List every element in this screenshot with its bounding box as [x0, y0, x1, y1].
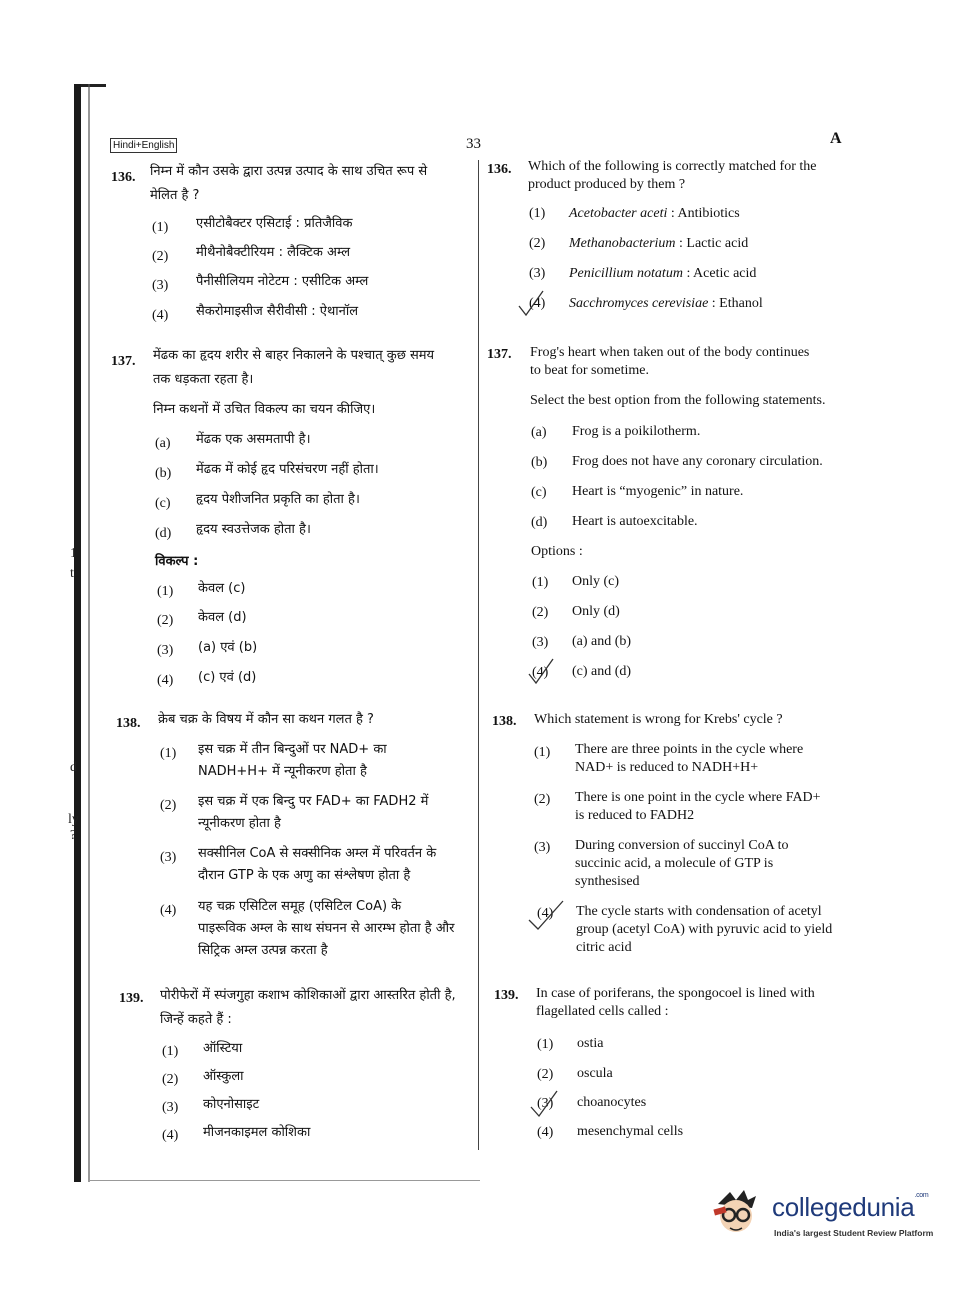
- option-text-hi: मीथैनोबैक्टीरियम : लैक्टिक अम्ल: [196, 245, 351, 260]
- margin-mark: ?: [70, 828, 77, 843]
- set-letter: A: [830, 130, 842, 147]
- margin-mark: d: [70, 760, 77, 775]
- option-text-hi: केवल (c): [198, 581, 246, 596]
- option-text-hi: ऑस्टिया: [203, 1041, 243, 1056]
- statement-label: (a): [531, 425, 547, 440]
- handwritten-tick-icon: [526, 656, 556, 686]
- option-text-en: synthesised: [575, 874, 640, 889]
- question-stem-hi: मेंढक का हृदय शरीर से बाहर निकालने के पश्चात् कुछ समय: [153, 348, 435, 363]
- option-text-hi: यह चक्र एसिटिल समूह (एसिटिल CoA) के: [198, 899, 402, 914]
- option-number: (1): [529, 206, 546, 221]
- option-number: (4): [532, 665, 549, 680]
- option-number: (4): [537, 1125, 554, 1140]
- question-stem-en: Which statement is wrong for Krebs' cycle ?: [534, 712, 783, 727]
- option-number: (3): [537, 1096, 554, 1111]
- option-number: (4): [160, 903, 177, 918]
- option-text-hi: केवल (d): [198, 610, 247, 625]
- option-number: (1): [162, 1044, 179, 1059]
- question-number: 139.: [494, 988, 519, 1003]
- question-stem-hi: निम्न में कौन उसके द्वारा उत्पन्न उत्पाद के साथ उचित रूप से: [150, 164, 428, 179]
- option-text-hi: इस चक्र में एक बिन्दु पर FAD+ का FADH2 में: [198, 794, 429, 809]
- option-number: (1): [537, 1037, 554, 1052]
- question-stem-en: Which of the following is correctly matched for the: [528, 159, 817, 174]
- option-text-hi: पैनीसीलियम नोटेटम : एसीटिक अम्ल: [196, 274, 369, 289]
- statement-label: (a): [155, 436, 171, 451]
- question-stem-hi: तक धड़कता रहता है।: [153, 372, 254, 387]
- statement-text-hi: मेंढक में कोई हृद परिसंचरण नहीं होता।: [196, 462, 379, 477]
- option-number: (1): [157, 584, 174, 599]
- option-text-en: succinic acid, a molecule of GTP is: [575, 856, 774, 871]
- option-number: (3): [529, 266, 546, 281]
- option-number: (3): [152, 278, 169, 293]
- option-text-hi: इस चक्र में तीन बिन्दुओं पर NAD+ का: [198, 742, 387, 757]
- option-text-hi: पाइरूविक अम्ल के साथ संघनन से आरम्भ होता है और: [198, 921, 455, 936]
- option-text-en: oscula: [577, 1066, 613, 1081]
- option-number: (2): [152, 249, 169, 264]
- option-text-en: Only (c): [572, 574, 620, 589]
- option-text-en: mesenchymal cells: [577, 1124, 684, 1139]
- option-number: (4): [529, 296, 546, 311]
- select-instruction-en: Select the best option from the following statements.: [530, 393, 826, 408]
- option-number: (3): [532, 635, 549, 650]
- handwritten-tick-icon: [516, 288, 546, 318]
- option-text-en: Penicillium notatum : Acetic acid: [569, 266, 757, 281]
- margin-mark: t: [70, 566, 74, 581]
- question-number: 138.: [492, 714, 517, 729]
- option-number: (4): [537, 906, 554, 921]
- statement-label: (d): [531, 515, 548, 530]
- margin-mark: ly: [68, 812, 79, 827]
- option-number: (3): [157, 643, 174, 658]
- option-number: (2): [157, 613, 174, 628]
- option-number: (1): [160, 746, 177, 761]
- option-number: (4): [157, 673, 174, 688]
- column-divider: [478, 160, 479, 1150]
- option-text-en: is reduced to FADH2: [575, 808, 695, 823]
- statement-label: (b): [155, 466, 172, 481]
- option-number: (2): [532, 605, 549, 620]
- option-number: (2): [534, 792, 551, 807]
- question-number: 136.: [487, 162, 512, 177]
- option-number: (2): [162, 1072, 179, 1087]
- question-number: 137.: [111, 354, 136, 369]
- option-text-en: (a) and (b): [572, 634, 632, 649]
- option-text-hi: सिट्रिक अम्ल उत्पन्न करता है: [198, 943, 328, 958]
- question-stem-en: Frog's heart when taken out of the body continues: [530, 345, 810, 360]
- question-stem-hi: जिन्हें कहते हैं :: [160, 1012, 232, 1027]
- option-text-hi: न्यूनीकरण होता है: [198, 816, 281, 831]
- option-text-en: Methanobacterium : Lactic acid: [569, 236, 749, 251]
- language-box: Hindi+English: [110, 138, 177, 153]
- option-number: (3): [160, 850, 177, 865]
- statement-text-en: Heart is “myogenic” in nature.: [572, 484, 744, 499]
- option-text-hi: सक्सीनिल CoA से सक्सीनिक अम्ल में परिवर्तन के: [198, 846, 437, 861]
- statement-text-en: Frog is a poikilotherm.: [572, 424, 701, 439]
- statement-label: (d): [155, 526, 172, 541]
- page-number: 33: [466, 136, 481, 152]
- option-text-en: During conversion of succinyl CoA to: [575, 838, 789, 853]
- question-number: 139.: [119, 991, 144, 1006]
- question-number: 137.: [487, 347, 512, 362]
- option-text-en: citric acid: [576, 940, 632, 955]
- option-text-en: ostia: [577, 1036, 604, 1051]
- option-text-en: Acetobacter aceti : Antibiotics: [569, 206, 740, 221]
- scan-edge-left-shadow: [88, 84, 90, 1182]
- handwritten-tick-icon: [528, 1088, 560, 1120]
- option-text-hi: मीजनकाइमल कोशिका: [203, 1125, 311, 1140]
- option-number: (4): [152, 308, 169, 323]
- option-number: (4): [162, 1128, 179, 1143]
- select-instruction-hi: निम्न कथनों में उचित विकल्प का चयन कीजिए।: [153, 402, 376, 417]
- option-text-en: The cycle starts with condensation of acetyl: [576, 904, 822, 919]
- option-text-en: Only (d): [572, 604, 620, 619]
- options-label-hi: विकल्प :: [155, 554, 199, 569]
- question-stem-en: In case of poriferans, the spongocoel is lined with: [536, 986, 815, 1001]
- question-stem-hi: पोरीफेरों में स्पंजगुहा कशाभ कोशिकाओं द्वारा आस्तरित होती है,: [160, 988, 456, 1003]
- margin-mark: 1: [70, 546, 77, 561]
- logo-tagline: India's largest Student Review Platform: [774, 1228, 934, 1238]
- option-number: (1): [534, 745, 551, 760]
- option-number: (2): [537, 1067, 554, 1082]
- option-text-hi: ऑस्कुला: [203, 1069, 244, 1084]
- collegedunia-logo[interactable]: [712, 1188, 942, 1248]
- handwritten-tick-icon: [526, 898, 566, 932]
- option-number: (1): [152, 220, 169, 235]
- question-stem-en: to beat for sometime.: [530, 363, 649, 378]
- question-stem-en: flagellated cells called :: [536, 1004, 669, 1019]
- statement-text-en: Heart is autoexcitable.: [572, 514, 698, 529]
- option-text-en: NAD+ is reduced to NADH+H+: [575, 760, 759, 775]
- option-text-hi: (a) एवं (b): [198, 640, 258, 655]
- bottom-rule: [90, 1180, 480, 1181]
- option-text-hi: सैकरोमाइसीज सैरीवीसी : ऐथानॉल: [196, 304, 359, 319]
- option-text-hi: कोएनोसाइट: [203, 1097, 260, 1112]
- option-text-hi: एसीटोबैक्टर एसिटाई : प्रतिजैविक: [196, 216, 353, 231]
- statement-text-en: Frog does not have any coronary circulation.: [572, 454, 823, 469]
- option-number: (2): [160, 798, 177, 813]
- question-stem-hi: मेलित है ?: [150, 188, 200, 203]
- option-text-en: (c) and (d): [572, 664, 632, 679]
- option-text-en: There is one point in the cycle where FAD+: [575, 790, 821, 805]
- statement-label: (b): [531, 455, 548, 470]
- options-label-en: Options :: [531, 544, 583, 559]
- option-text-hi: NADH+H+ में न्यूनीकरण होता है: [198, 764, 367, 779]
- statement-text-hi: मेंढक एक असमतापी है।: [196, 432, 311, 447]
- option-number: (1): [532, 575, 549, 590]
- option-text-hi: दौरान GTP के एक अणु का संश्लेषण होता है: [198, 868, 411, 883]
- option-text-en: group (acetyl CoA) with pyruvic acid to yield: [576, 922, 833, 937]
- option-text-hi: (c) एवं (d): [198, 670, 257, 685]
- statement-label: (c): [155, 496, 171, 511]
- question-stem-hi: क्रेब चक्र के विषय में कौन सा कथन गलत है ?: [158, 712, 374, 727]
- option-number: (3): [534, 840, 551, 855]
- scan-edge-left: [74, 84, 81, 1182]
- statement-text-hi: हृदय पेशीजनित प्रकृति का होता है।: [196, 492, 360, 507]
- option-text-en: There are three points in the cycle where: [575, 742, 804, 757]
- question-number: 138.: [116, 716, 141, 731]
- option-number: (3): [162, 1100, 179, 1115]
- question-number: 136.: [111, 170, 136, 185]
- option-number: (2): [529, 236, 546, 251]
- question-stem-en: product produced by them ?: [528, 177, 686, 192]
- option-text-en: choanocytes: [577, 1095, 647, 1110]
- logo-wordmark: collegedunia$^{.com}$: [772, 1192, 929, 1222]
- statement-text-hi: हृदय स्वउत्तेजक होता है।: [196, 522, 311, 537]
- statement-label: (c): [531, 485, 547, 500]
- student-avatar-icon: [712, 1190, 760, 1240]
- option-text-en: Sacchromyces cerevisiae : Ethanol: [569, 296, 763, 311]
